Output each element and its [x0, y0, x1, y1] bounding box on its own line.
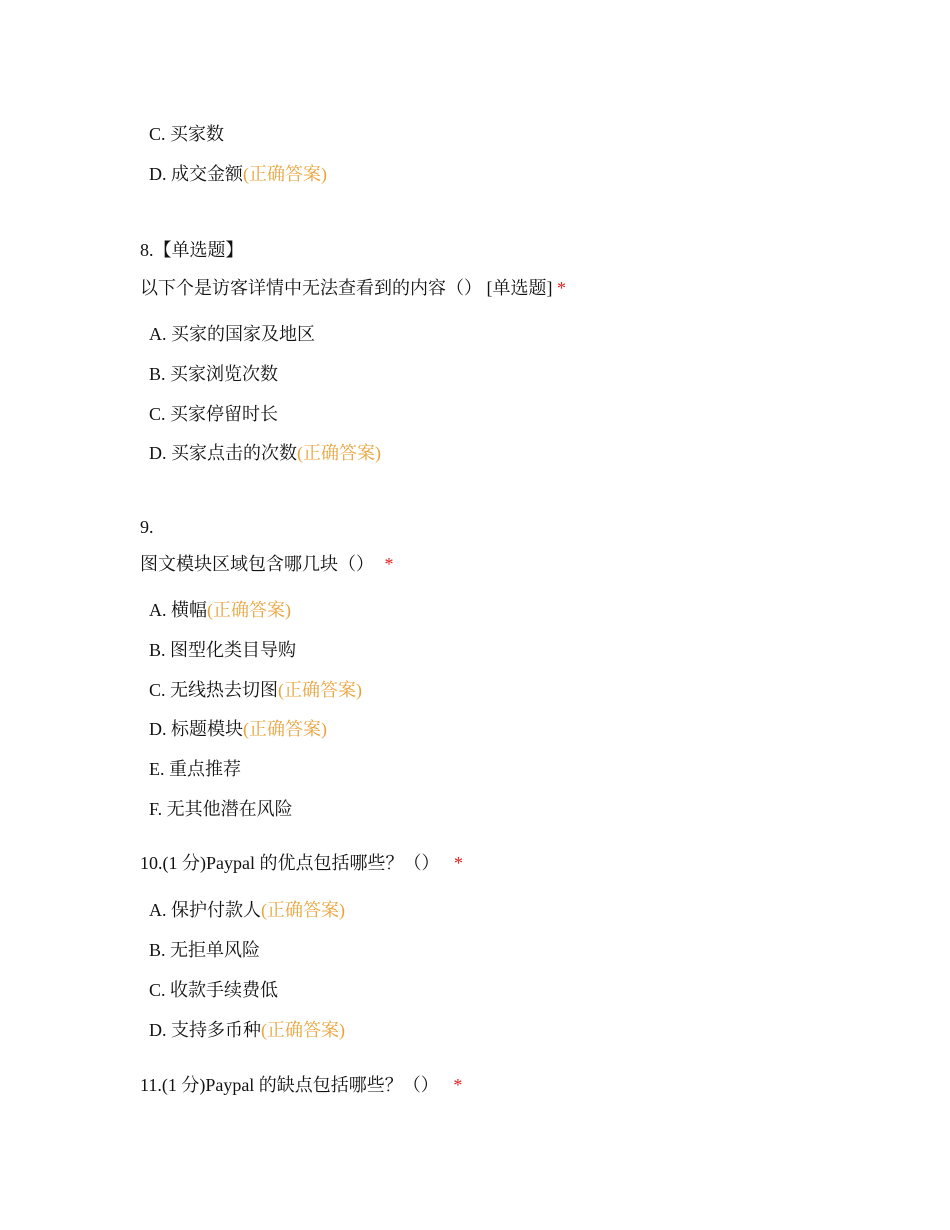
q8-option-a — [149, 322, 315, 346]
required-mark: * — [453, 1075, 463, 1095]
question-stem: 图文模块区域包含哪几块（） — [140, 554, 374, 574]
option-label: D. 买家点击的次数 — [149, 443, 297, 463]
q8-option-b — [149, 362, 278, 386]
q9-option-c — [149, 678, 362, 702]
option-label: C. 收款手续费低 — [149, 980, 279, 1000]
option-label: B. 无拒单风险 — [149, 940, 261, 960]
q8-header: 8.【单选题】 — [140, 240, 244, 260]
q7-option-c — [149, 122, 224, 146]
q10-option-d — [149, 1018, 345, 1042]
question-stem: 以下个是访客详情中无法查看到的内容（） [单选题] — [140, 278, 553, 298]
q8-option-d — [149, 441, 381, 465]
q10-stem — [140, 851, 463, 875]
q10-option-b — [149, 938, 260, 962]
q9-option-b — [149, 638, 296, 662]
correct-answer-tag: (正确答案) — [261, 1020, 345, 1040]
option-label: D. 标题模块 — [149, 719, 243, 739]
option-label: C. 无线热去切图 — [149, 680, 279, 700]
correct-answer-tag: (正确答案) — [243, 164, 327, 184]
question-stem: 11.(1 分)Paypal 的缺点包括哪些？（） — [140, 1075, 439, 1095]
q9-option-e — [149, 757, 241, 781]
option-label: D. 支持多币种 — [149, 1020, 261, 1040]
option-label: E. 重点推荐 — [149, 759, 241, 779]
correct-answer-tag: (正确答案) — [207, 600, 291, 620]
option-label: A. 横幅 — [149, 600, 207, 620]
correct-answer-tag: (正确答案) — [297, 443, 381, 463]
q10-option-a — [149, 898, 345, 922]
q9-header: 9. — [140, 517, 154, 537]
option-label: F. 无其他潜在风险 — [149, 799, 293, 819]
q8-stem — [140, 276, 566, 300]
correct-answer-tag: (正确答案) — [243, 719, 327, 739]
option-label: B. 图型化类目导购 — [149, 640, 297, 660]
option-label: A. 买家的国家及地区 — [149, 324, 315, 344]
required-mark: * — [557, 278, 566, 298]
q9-option-d — [149, 717, 327, 741]
option-label: D. 成交金额 — [149, 164, 243, 184]
q11-stem — [140, 1073, 462, 1097]
correct-answer-tag: (正确答案) — [278, 680, 363, 700]
q9-stem — [140, 552, 394, 576]
q9-option-f — [149, 797, 293, 821]
q9-option-a — [149, 598, 291, 622]
question-stem: 10.(1 分)Paypal 的优点包括哪些？（） — [140, 853, 440, 873]
q8-option-c — [149, 402, 278, 426]
option-label: C. 买家停留时长 — [149, 404, 279, 424]
required-mark: * — [384, 554, 394, 574]
q10-option-c — [149, 978, 278, 1002]
q7-option-d — [149, 162, 327, 186]
correct-answer-tag: (正确答案) — [261, 900, 345, 920]
required-mark: * — [453, 853, 463, 873]
option-label: C. 买家数 — [149, 124, 225, 144]
option-label: B. 买家浏览次数 — [149, 364, 279, 384]
option-label: A. 保护付款人 — [149, 900, 261, 920]
